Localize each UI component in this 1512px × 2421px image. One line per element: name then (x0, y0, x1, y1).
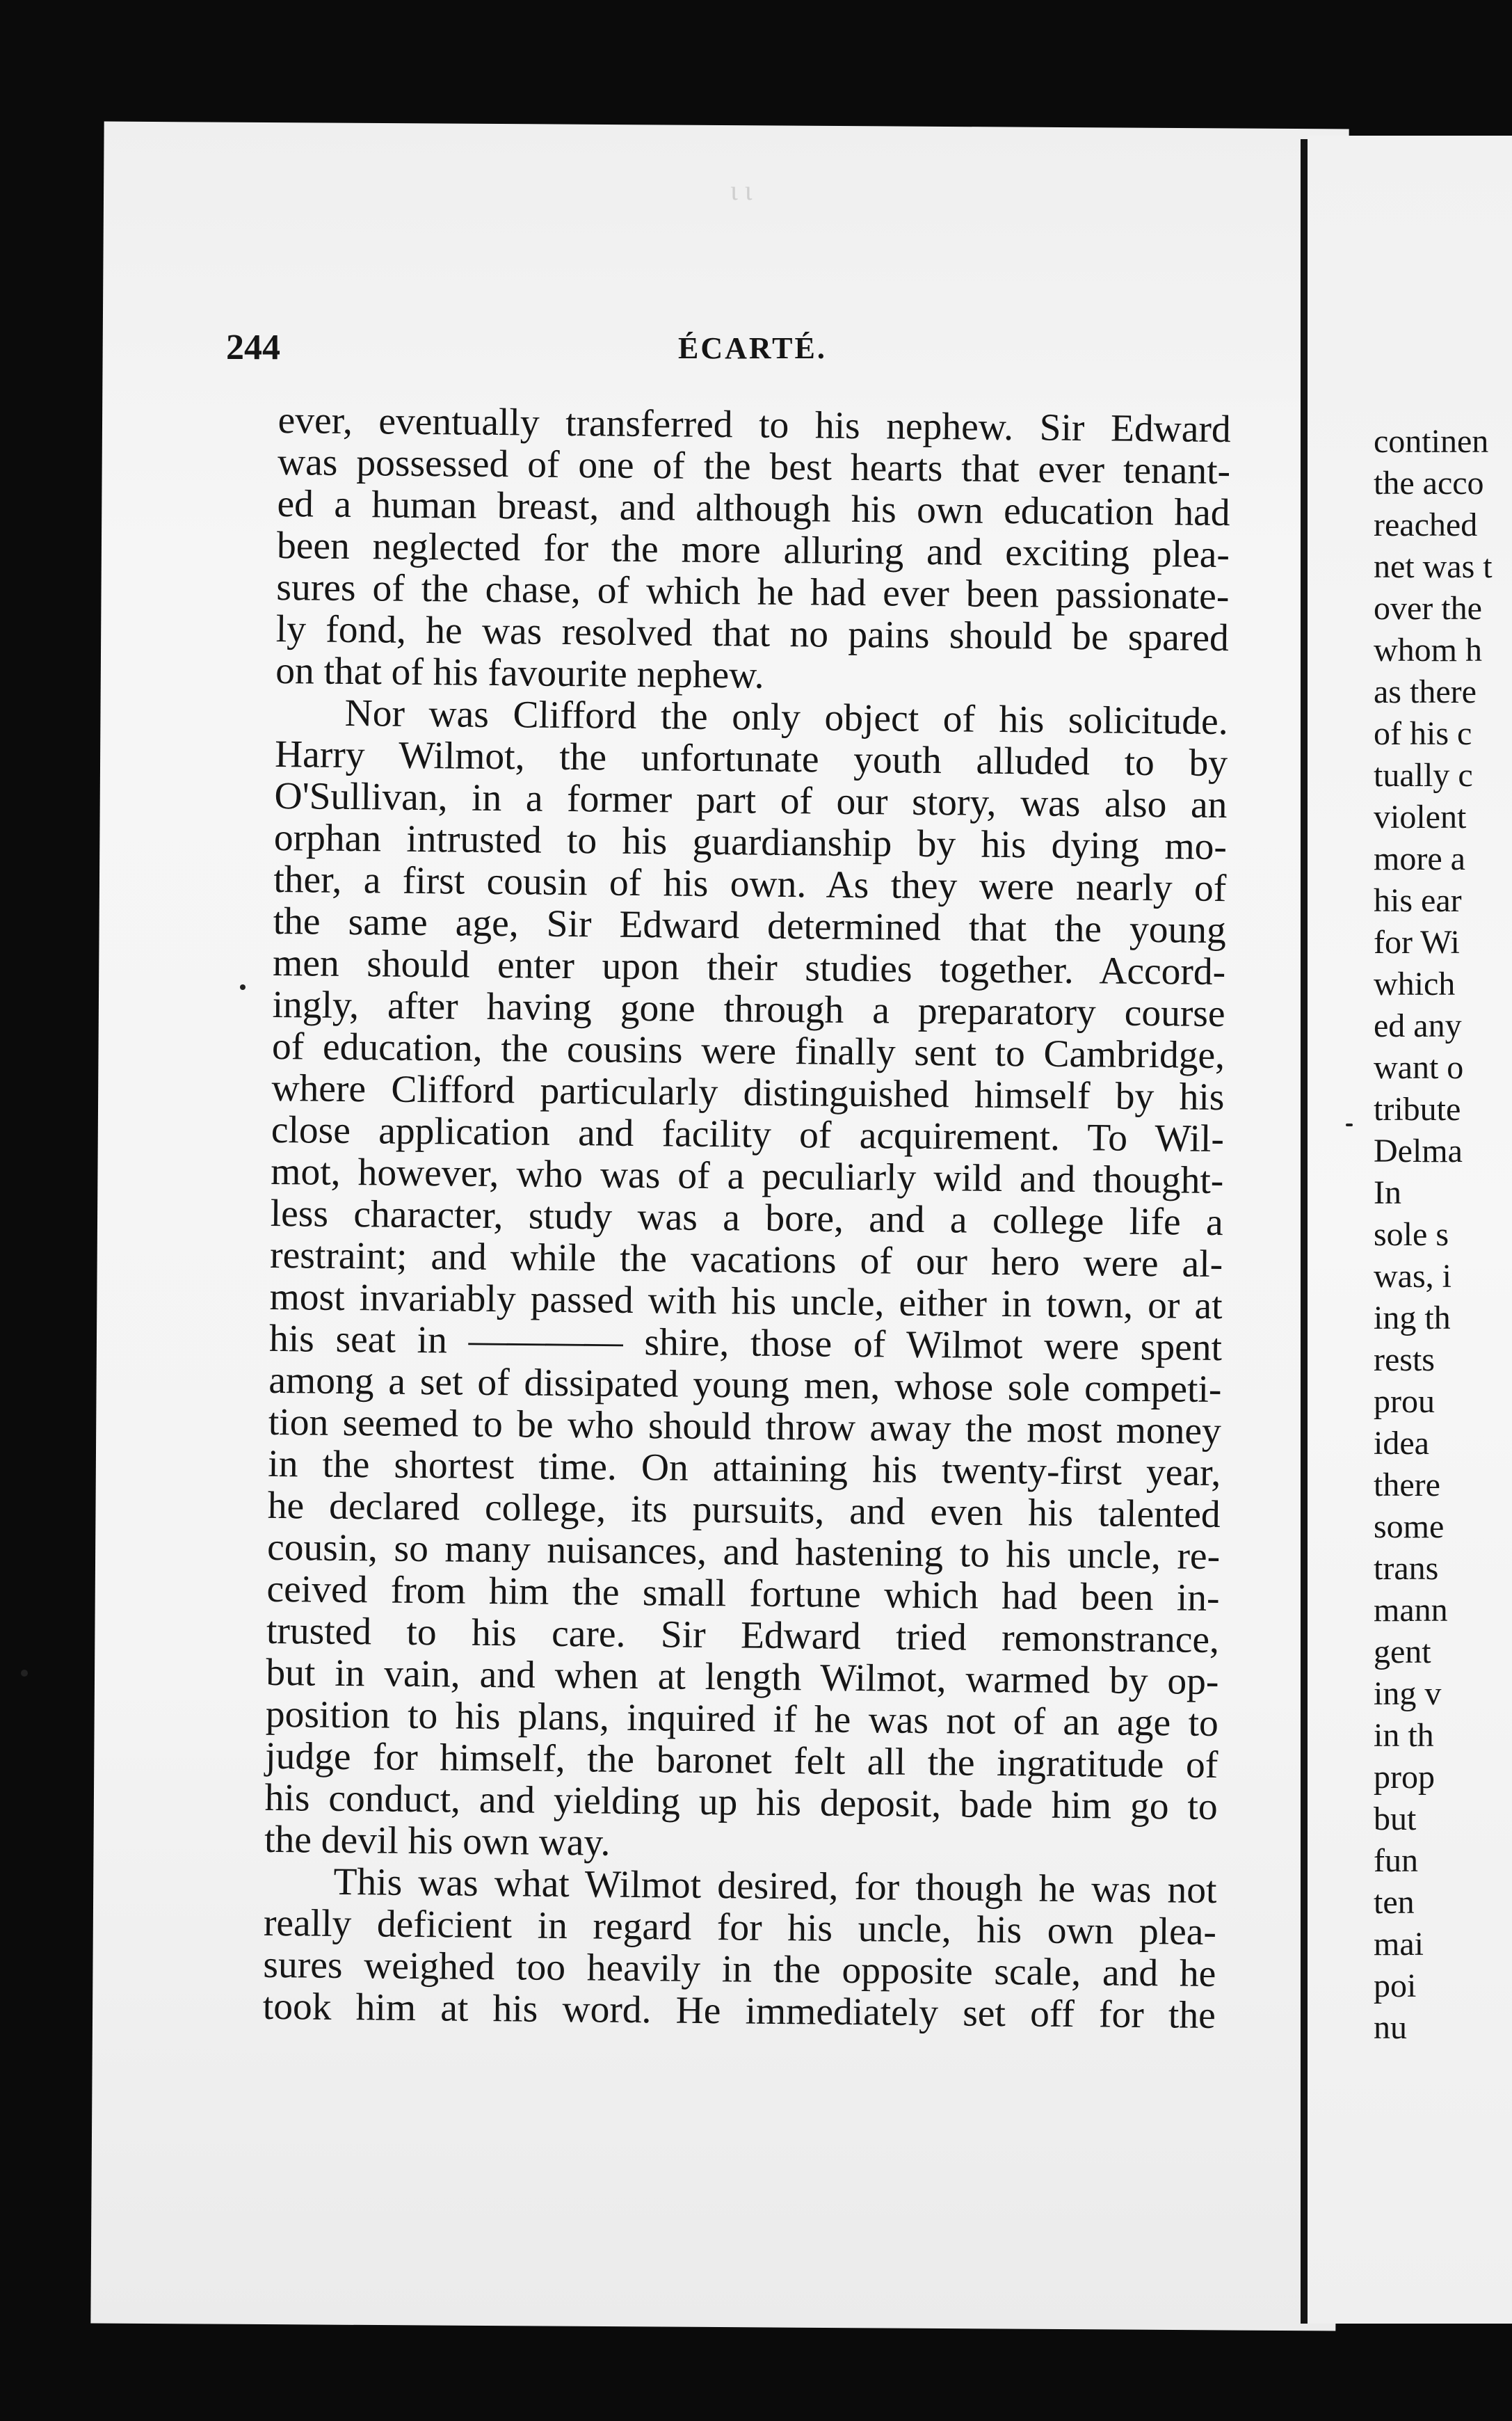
text-line: O'Sullivan, in a former part of our story, was also an (274, 774, 1228, 827)
right-text-line: poi (1374, 1967, 1417, 2004)
text-line: the same age, Sir Edward determined that the young (273, 900, 1227, 952)
text-line: on that of his favourite nephew. (275, 649, 764, 697)
text-line: ther, a first cousin of his own. As they were nearly of (273, 858, 1227, 911)
right-text-line: rests (1374, 1341, 1435, 1378)
text-line: This was what Wilmot desired, for though he was not (333, 1860, 1217, 1912)
right-text-line: whom h (1374, 632, 1482, 669)
text-line: ingly, after having gone through a preparatory course (272, 983, 1225, 1036)
dust-speck (1346, 1124, 1353, 1126)
right-text-line: ing v (1374, 1675, 1442, 1712)
text-line: judge for himself, the baronet felt all the ingratitude of (264, 1734, 1219, 1787)
text-line: of education, the cousins were finally sent to Cambridge, (271, 1025, 1225, 1078)
dust-speck (21, 1670, 28, 1677)
right-text-line: continen (1374, 423, 1489, 460)
text-line: been neglected for the more alluring and exciting plea- (276, 524, 1230, 577)
text-line: ly fond, he was resolved that no pains should be spared (275, 607, 1230, 660)
right-text-line: more a (1374, 840, 1465, 877)
text-line: trusted to his care. Sir Edward tried remonstrance, (266, 1609, 1220, 1662)
text-line: really deficient in regard for his uncle, his own plea- (263, 1901, 1217, 1954)
right-text-line: which (1374, 966, 1456, 1002)
right-text-line: fun (1374, 1842, 1418, 1879)
right-page-text (1374, 421, 1512, 2049)
text-line: he declared college, its pursuits, and even his talented (267, 1484, 1221, 1537)
text-line: cousin, so many nuisances, and hastening to his uncle, re- (266, 1526, 1221, 1579)
dust-speck (240, 984, 246, 990)
right-text-line: in th (1374, 1717, 1434, 1754)
right-text-line: as there (1374, 673, 1477, 710)
right-text-line: net was t (1374, 548, 1493, 585)
right-text-line: ing th (1374, 1300, 1451, 1336)
right-text-line: idea (1374, 1425, 1429, 1462)
text-line: tion seemed to be who should throw away the most money (268, 1400, 1222, 1453)
body-text (263, 400, 1231, 2037)
text-line: men should enter upon their studies together. Accord- (272, 941, 1226, 994)
text-line: the devil his own way. (264, 1818, 611, 1864)
right-text-line: there (1374, 1467, 1440, 1503)
right-text-line: ten (1374, 1884, 1415, 1921)
right-text-line: gent (1374, 1633, 1431, 1670)
text-line: took him at his word. He immediately set off for the (262, 1985, 1216, 2038)
page-header (226, 327, 1221, 390)
text-line: sures of the chase, of which he had ever been passionate- (276, 566, 1230, 618)
right-text-line: In (1374, 1174, 1401, 1211)
right-text-line: trans (1374, 1550, 1439, 1587)
text-line: mot, however, who was of a peculiarly wild and thought- (271, 1150, 1224, 1203)
right-text-line: want o (1374, 1049, 1464, 1086)
right-text-line: Delma (1374, 1133, 1463, 1169)
text-line: orphan intrusted to his guardianship by his dying mo- (273, 816, 1228, 869)
right-text-line: mai (1374, 1926, 1424, 1963)
right-text-line: nu (1374, 2009, 1407, 2046)
right-text-line: prou (1374, 1383, 1435, 1420)
text-line: his conduct, and yielding up his deposit, bade him go to (264, 1776, 1218, 1829)
right-text-line: violent (1374, 799, 1467, 836)
text-line: was possessed of one of the best hearts that ever tenant- (277, 440, 1231, 493)
right-text-line: prop (1374, 1759, 1435, 1796)
right-text-line: over the (1374, 590, 1482, 627)
right-text-line: sole s (1374, 1216, 1449, 1253)
right-text-line: but (1374, 1800, 1417, 1837)
right-text-line: tually c (1374, 757, 1473, 794)
text-line: restraint; and while the vacations of our hero were al- (269, 1233, 1223, 1286)
text-line: most invariably passed with his uncle, either in town, or at (269, 1275, 1223, 1328)
right-text-line: tribute (1374, 1091, 1461, 1128)
text-line: position to his plans, inquired if he was not of an age to (265, 1693, 1219, 1745)
bleed-through-mark: ι ι (730, 175, 753, 206)
text-line: Nor was Clifford the only object of his solicitude. (344, 692, 1228, 744)
right-text-line: for Wi (1374, 924, 1460, 961)
text-line: in the shortest time. On attaining his twenty-first year, (268, 1442, 1221, 1495)
right-text-line: reached (1374, 506, 1478, 543)
text-line: sures weighed too heavily in the opposite scale, and he (263, 1943, 1216, 1996)
text-line: where Clifford particularly distinguished himself by his (271, 1066, 1225, 1119)
right-text-line: ed any (1374, 1007, 1462, 1044)
text-line: but in vain, and when at length Wilmot, warmed by op- (266, 1651, 1219, 1704)
right-text-line: his ear (1374, 882, 1462, 919)
text-line: less character, study was a bore, and a college life a (270, 1192, 1224, 1245)
page-number: 244 (226, 328, 280, 367)
running-head: ÉCARTÉ. (678, 331, 827, 365)
text-line: Harry Wilmot, the unfortunate youth alluded to by (274, 733, 1228, 785)
right-text-line: some (1374, 1508, 1445, 1545)
text-line: among a set of dissipated young men, whose sole competi- (268, 1359, 1222, 1412)
text-line: ceived from him the small fortune which had been in- (266, 1567, 1220, 1620)
text-line: ed a human breast, and although his own education had (277, 482, 1230, 535)
right-text-line: of his c (1374, 715, 1472, 752)
text-line: ever, eventually transferred to his nephew. Sir Edward (278, 399, 1231, 452)
right-text-line: the acco (1374, 465, 1484, 502)
right-text-line: mann (1374, 1592, 1448, 1629)
text-line: his seat in ———— shire, those of Wilmot were spent (268, 1317, 1223, 1370)
right-text-line: was, i (1374, 1258, 1451, 1295)
text-line: close application and facility of acquirement. To Wil- (271, 1108, 1225, 1161)
